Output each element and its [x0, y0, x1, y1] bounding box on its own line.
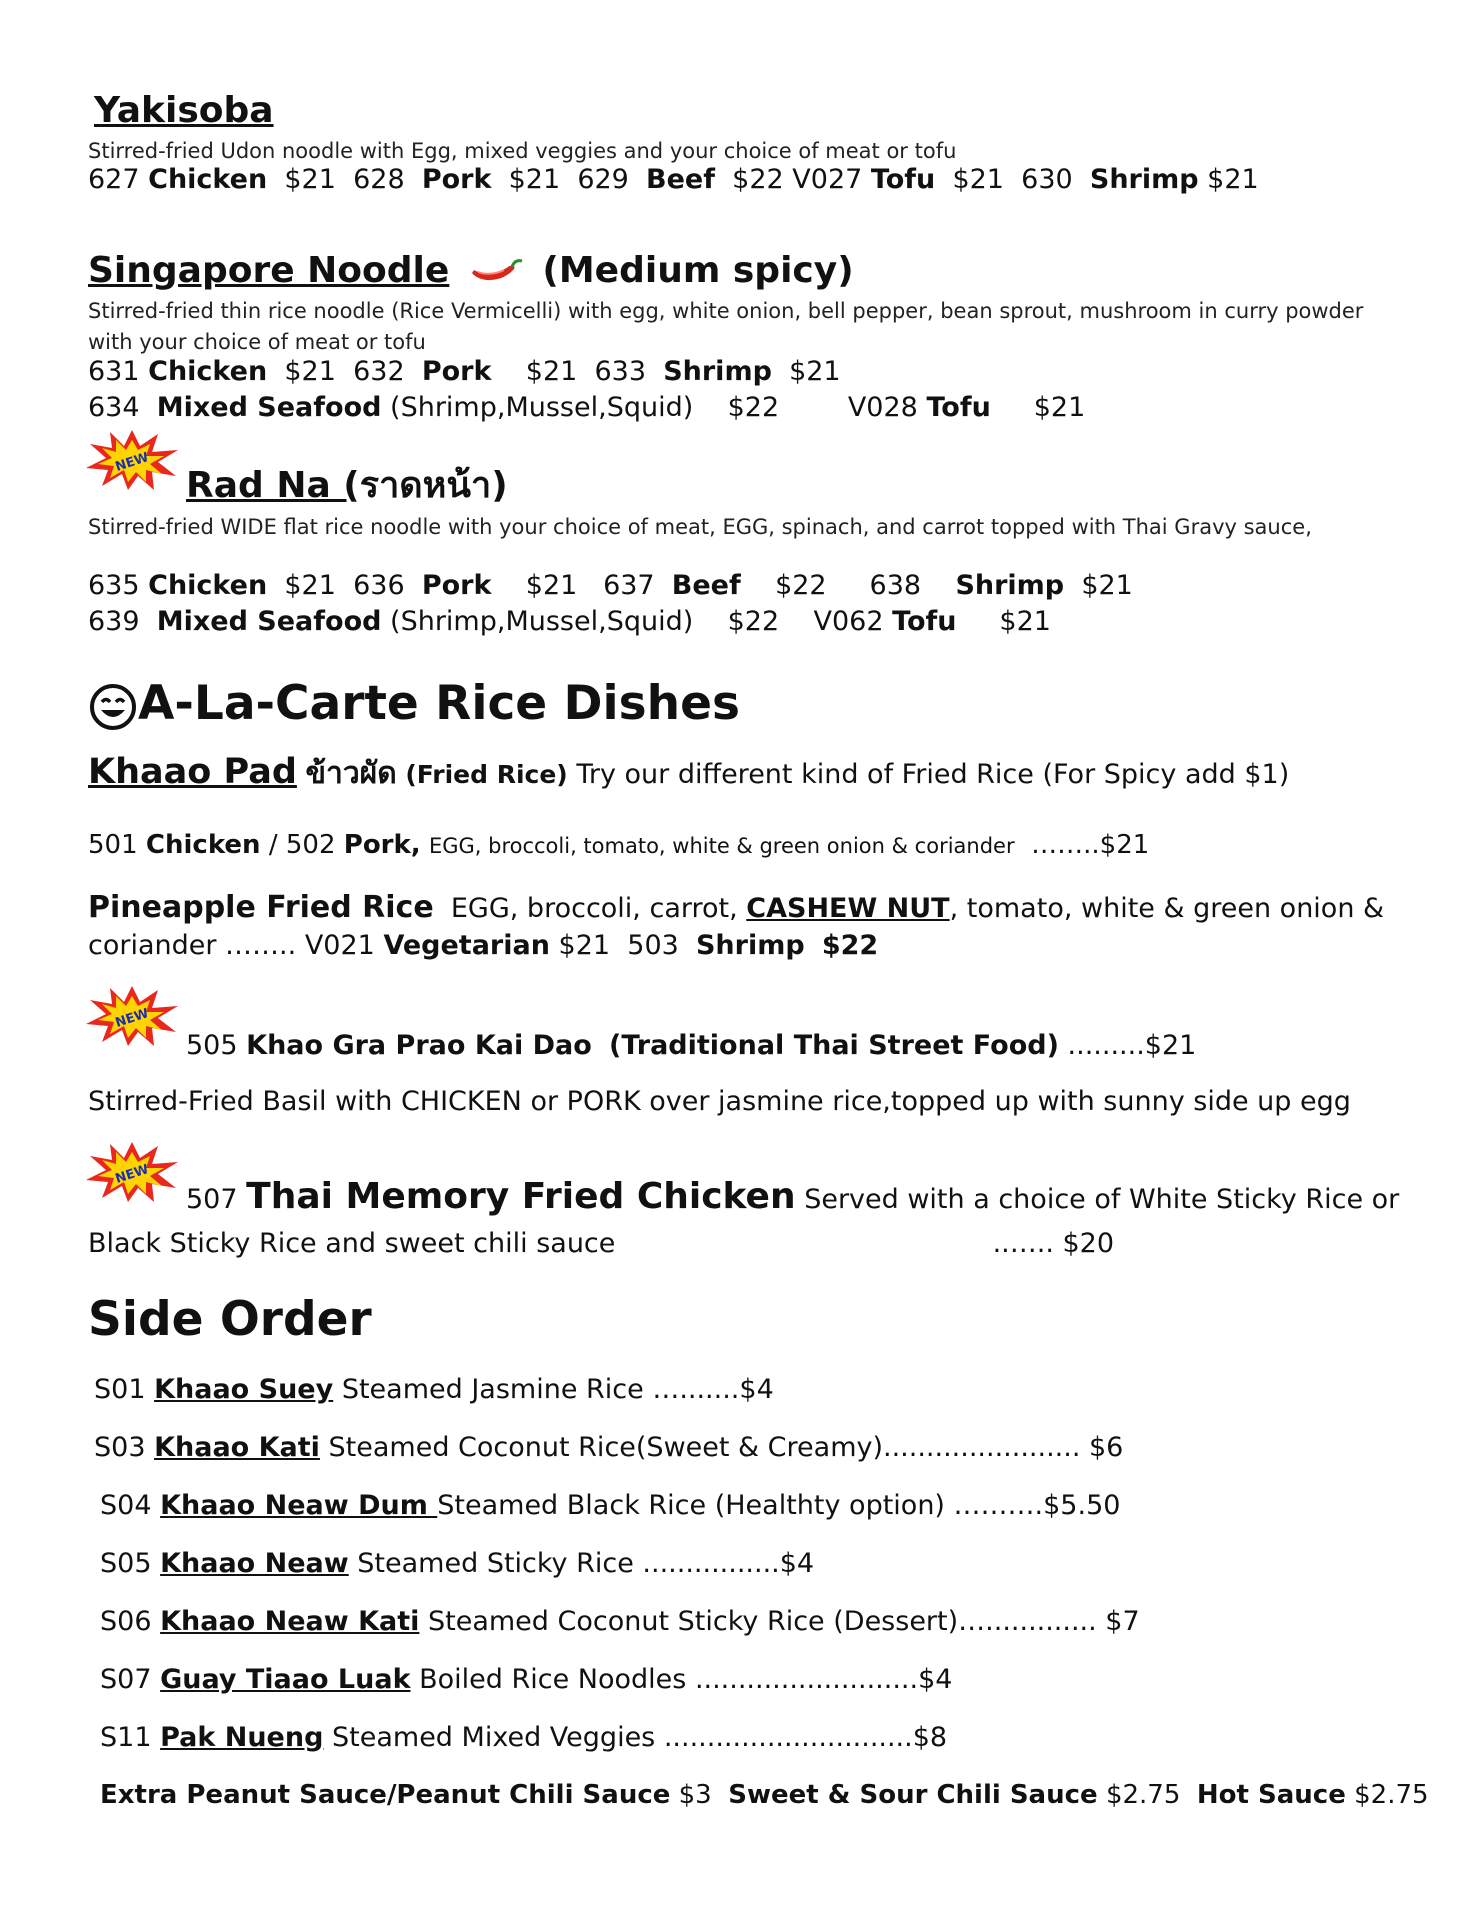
side-order-title: Side Order: [88, 1292, 372, 1347]
singapore-title: Singapore Noodle: [88, 250, 450, 291]
smiley-face-icon: [88, 682, 138, 732]
yakisoba-title: Yakisoba: [94, 90, 274, 131]
pineapple-line1: Pineapple Fried Rice EGG, broccoli, carrot, CASHEW NUT, tomato, white & green onion &: [88, 890, 1385, 925]
side-item: S11 Pak Nueng Steamed Mixed Veggies .............................$8: [100, 1722, 948, 1753]
singapore-spice: (Medium spicy): [542, 250, 854, 291]
radna-row1: 635 Chicken $21 636 Pork $21 637 Beef $22 638 Shrimp $21: [88, 570, 1133, 601]
fried-rice-line: 501 Chicken / 502 Pork, EGG, broccoli, tomato, white & green onion & coriander ……..$21: [88, 830, 1150, 860]
side-item: S04 Khaao Neaw Dum Steamed Black Rice (Healthty option) ……….$5.50: [100, 1490, 1121, 1521]
radna-desc: Stirred-fried WIDE flat rice noodle with your choice of meat, EGG, spinach, and carrot topped with Thai Gravy sauce,: [88, 515, 1312, 539]
side-item: S05 Khaao Neaw Steamed Sticky Rice ................$4: [100, 1548, 815, 1579]
alacarte-title-row: [88, 676, 740, 732]
singapore-row2: 634 Mixed Seafood (Shrimp,Mussel,Squid) $22 V028 Tofu $21: [88, 392, 1086, 423]
fried-chicken-line2: Black Sticky Rice and sweet chili sauce ..….. $20: [88, 1228, 1115, 1259]
radna-thai: ราดหน้า): [359, 465, 508, 506]
new-badge-icon: [84, 1140, 180, 1204]
svg-text:NEW: NEW: [113, 1006, 151, 1031]
new-badge-icon: [84, 984, 180, 1048]
radna-header: [186, 456, 508, 513]
yakisoba-desc: Stirred-fried Udon noodle with Egg, mixed veggies and your choice of meat or tofu: [88, 139, 957, 163]
new-badge-icon: [84, 428, 180, 492]
extra-sauces: Extra Peanut Sauce/Peanut Chili Sauce $3 Sweet & Sour Chili Sauce $2.75 Hot Sauce $2.75: [100, 1780, 1429, 1810]
radna-title: Rad Na (: [186, 465, 360, 506]
kai-dao-desc: Stirred-Fried Basil with CHICKEN or PORK over jasmine rice,topped up with sunny side up egg: [88, 1086, 1351, 1117]
kai-dao-line: 505 Khao Gra Prao Kai Dao (Traditional Thai Street Food) .........$21: [186, 1030, 1197, 1061]
alacarte-title: A-La-Carte Rice Dishes: [138, 676, 740, 731]
pineapple-line2: coriander …….. V021 Vegetarian $21 503 Shrimp $22: [88, 930, 879, 961]
singapore-header: [88, 250, 854, 291]
side-item: S03 Khaao Kati Steamed Coconut Rice(Sweet & Creamy)....................... $6: [94, 1432, 1124, 1463]
fried-chicken-line1: 507 Thai Memory Fried Chicken Served with a choice of White Sticky Rice or: [186, 1176, 1400, 1217]
side-item: S06 Khaao Neaw Kati Steamed Coconut Sticky Rice (Dessert)…............. $7: [100, 1606, 1140, 1637]
singapore-desc: Stirred-fried thin rice noodle (Rice Vermicelli) with egg, white onion, bell pepper, bean sprout, mushroom in curry powder with your choice of meat or tofu: [88, 299, 1364, 354]
khaao-pad-header: Khaao Pad ข้าวผัด (Fried Rice) Try our different kind of Fried Rice (For Spicy add $1): [88, 752, 1290, 792]
chili-pepper-icon: [468, 257, 524, 287]
svg-text:NEW: NEW: [113, 450, 151, 475]
svg-text:NEW: NEW: [113, 1162, 151, 1187]
side-item: S01 Khaao Suey Steamed Jasmine Rice ….......$4: [94, 1374, 774, 1405]
singapore-row1: 631 Chicken $21 632 Pork $21 633 Shrimp $21: [88, 356, 841, 387]
yakisoba-prices: 627 Chicken $21 628 Pork $21 629 Beef $22 V027 Tofu $21 630 Shrimp $21: [88, 164, 1259, 195]
side-item: S07 Guay Tiaao Luak Boiled Rice Noodles ..........................$4: [100, 1664, 953, 1695]
radna-row2: 639 Mixed Seafood (Shrimp,Mussel,Squid) $22 V062 Tofu $21: [88, 606, 1051, 637]
